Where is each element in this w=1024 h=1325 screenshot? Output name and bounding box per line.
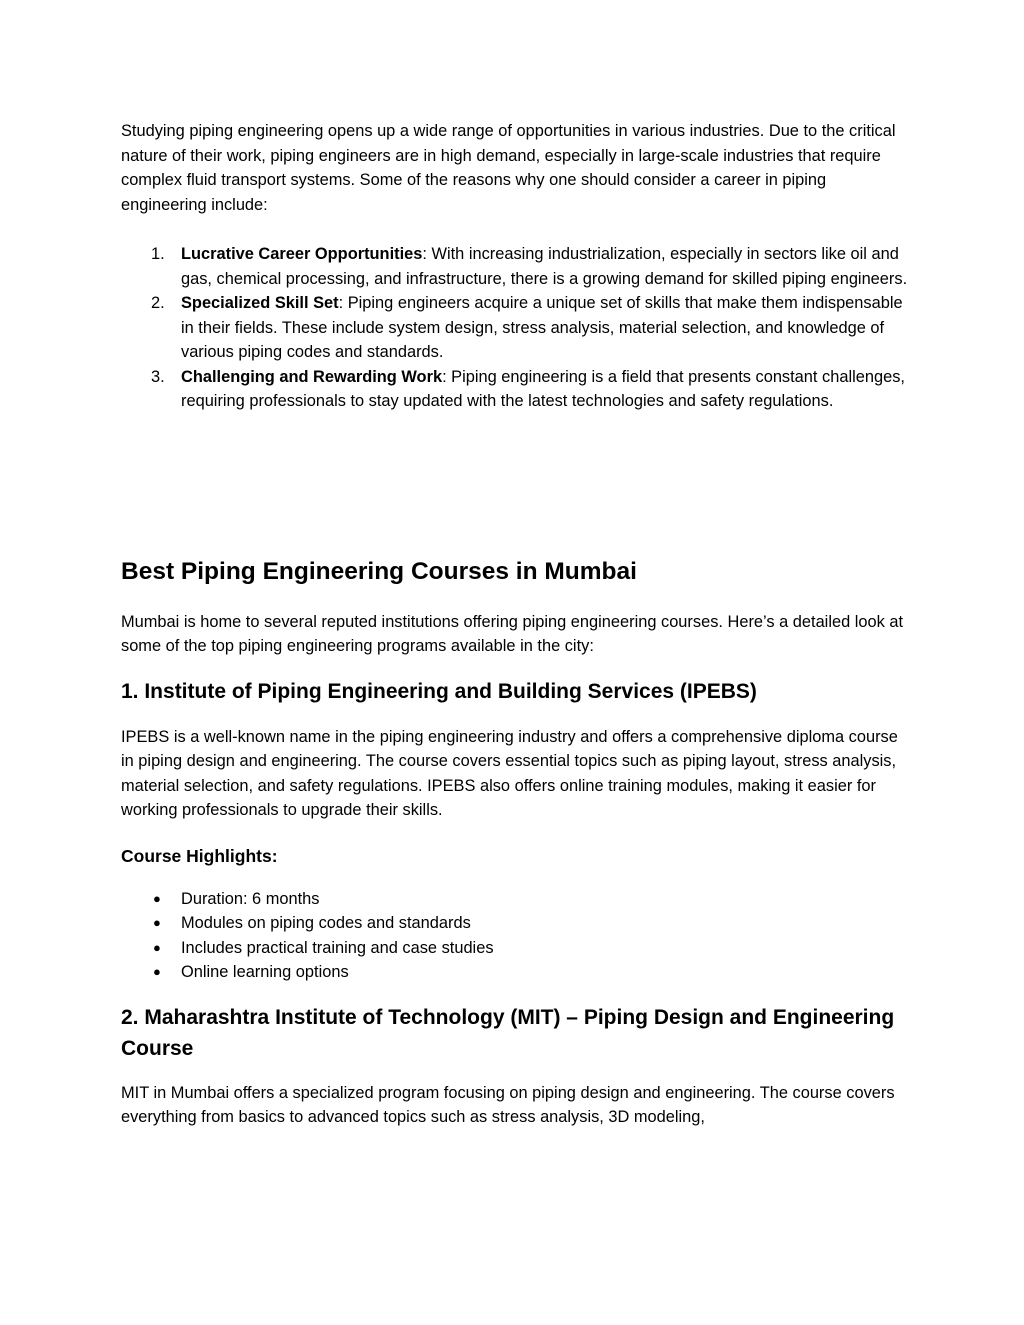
- bullet-icon: ●: [153, 964, 161, 979]
- list-item: [121, 242, 911, 291]
- bullet-icon: ●: [153, 890, 161, 906]
- highlights-heading: Course Highlights:: [121, 845, 278, 866]
- ipebs-heading: 1. Institute of Piping Engineering and Building Services (IPEBS): [121, 679, 757, 703]
- reasons-list: [121, 242, 911, 414]
- intro-paragraph: Studying piping engineering opens up a wide range of opportunities in various industries. Due to the critical nature of their work, piping engineers are in high demand, especially in large-scale industries that require complex fluid transport systems. Some of the reasons why one should consider a career in piping engineering include:: [121, 122, 896, 214]
- list-item: [121, 365, 911, 414]
- list-item-text: : With increasing industrialization, especially in sectors like oil and gas, chemical processing, and infrastructure, there is a growing demand for skilled piping engineers.: [181, 245, 908, 288]
- list-item-text: : Piping engineering is a field that presents constant challenges, requiring professionals to stay updated with the latest technologies and safety regulations.: [181, 367, 905, 410]
- section-paragraph: Mumbai is home to several reputed institutions offering piping engineering courses. Here’s a detailed look at some of the top piping engineering programs available in the city:: [121, 612, 904, 655]
- list-item-title: Challenging and Rewarding Work: [181, 367, 443, 386]
- document-page: [121, 119, 911, 1130]
- highlights-list: [121, 887, 911, 985]
- list-item-number: 1.: [151, 245, 165, 263]
- list-item: [121, 911, 911, 936]
- list-item: [121, 936, 911, 961]
- ipebs-paragraph: IPEBS is a well-known name in the piping engineering industry and offers a comprehensive diploma course in piping design and engineering. The course covers essential topics such as piping layout, stress analysis, material selection, and safety regulations. IPEBS also offers online training modules, making it easier for working professionals to upgrade their skills.: [121, 727, 898, 819]
- list-item: [121, 887, 911, 912]
- list-item-number: 3.: [151, 367, 165, 386]
- list-item-text: Online learning options: [181, 963, 349, 981]
- mit-paragraph: MIT in Mumbai offers a specialized program focusing on piping design and engineering. The course covers everything from basics to advanced topics such as stress analysis, 3D modeling,: [121, 1083, 895, 1126]
- list-item: [121, 960, 911, 985]
- mit-heading: 2. Maharashtra Institute of Technology (MIT) – Piping Design and Engineering Course: [121, 1005, 895, 1060]
- list-item-text: Modules on piping codes and standards: [181, 914, 471, 932]
- list-item-title: Specialized Skill Set: [181, 294, 339, 312]
- section-heading: Best Piping Engineering Courses in Mumbai: [121, 557, 637, 585]
- bullet-icon: ●: [153, 915, 161, 930]
- list-item-text: Duration: 6 months: [181, 889, 320, 908]
- bullet-icon: ●: [153, 939, 161, 955]
- list-item-number: 2.: [151, 294, 165, 312]
- list-item-text: Includes practical training and case studies: [181, 938, 494, 957]
- list-item-title: Lucrative Career Opportunities: [181, 245, 423, 263]
- list-item-text: : Piping engineers acquire a unique set of skills that make them indispensable in their fields. These include system design, stress analysis, material selection, and knowledge of various piping codes and standards.: [181, 294, 903, 361]
- list-item: [121, 291, 911, 365]
